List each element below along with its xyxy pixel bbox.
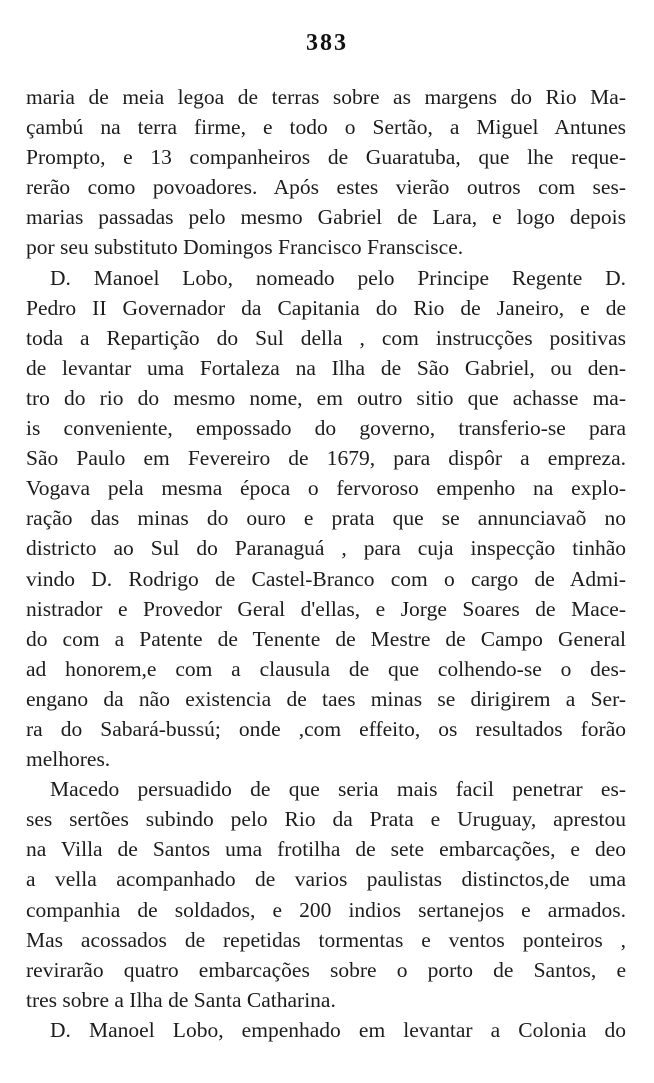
- text-line: is conveniente, empossado do governo, transferio-se para: [26, 416, 626, 441]
- text-line: Mas acossados de repetidas tormentas e ventos ponteiros ,: [26, 927, 626, 952]
- text-line: ad honorem,e com a clausula de que colhendo-se o des-: [26, 656, 626, 681]
- text-line: São Paulo em Fevereiro de 1679, para dispôr a empreza.: [26, 446, 626, 471]
- text-line: revirarão quatro embarcações sobre o porto de Santos, e: [26, 957, 626, 982]
- text-line: ração das minas do ouro e prata que se annunciavaõ no: [26, 506, 626, 531]
- text-line: ra do Sabará-bussú; onde ,com effeito, os resultados forão: [26, 716, 626, 741]
- text-line: a vella acompanhado de varios paulistas distinctos,de uma: [26, 867, 626, 892]
- text-line: ses sertões subindo pelo Rio da Prata e Uruguay, aprestou: [26, 807, 626, 832]
- text-line: çambú na terra firme, e todo o Sertão, a Miguel Antunes: [26, 115, 626, 140]
- text-line: tro do rio do mesmo nome, em outro sitio que achasse ma-: [26, 385, 626, 410]
- text-line: rerão como povoadores. Após estes vierão outros com ses-: [26, 175, 626, 200]
- text-line: engano da não existencia de taes minas se dirigirem a Ser-: [26, 686, 626, 711]
- page-number: 383: [306, 30, 348, 56]
- paragraph-first-line: D. Manoel Lobo, empenhado em levantar a Colonia do: [50, 1017, 626, 1042]
- text-line: de levantar uma Fortaleza na Ilha de São Gabriel, ou den-: [26, 355, 626, 380]
- text-line: vindo D. Rodrigo de Castel-Branco com o cargo de Admi-: [26, 566, 626, 591]
- text-line: marias passadas pelo mesmo Gabriel de Lara, e logo depois: [26, 205, 626, 230]
- text-line: por seu substituto Domingos Francisco Franscisce.: [26, 235, 464, 260]
- paragraph-first-line: D. Manoel Lobo, nomeado pelo Principe Regente D.: [50, 265, 626, 290]
- text-line: nistrador e Provedor Geral d'ellas, e Jorge Soares de Mace-: [26, 596, 626, 621]
- text-line: toda a Repartição do Sul della , com instrucções positivas: [26, 325, 626, 350]
- text-line: companhia de soldados, e 200 indios sertanejos e armados.: [26, 897, 626, 922]
- text-line: Vogava pela mesma época o fervoroso empenho na explo-: [26, 476, 626, 501]
- text-line: maria de meia legoa de terras sobre as margens do Rio Ma-: [26, 85, 626, 109]
- body-text: [26, 82, 626, 1045]
- text-line: tres sobre a Ilha de Santa Catharina.: [26, 987, 336, 1012]
- text-line: na Villa de Santos uma frotilha de sete embarcações, e deo: [26, 837, 626, 862]
- text-line: Pedro II Governador da Capitania do Rio de Janeiro, e de: [26, 295, 626, 320]
- text-line: districto ao Sul do Paranaguá , para cuja inspecção tinhão: [26, 536, 626, 561]
- text-line: do com a Patente de Tenente de Mestre de Campo General: [26, 626, 626, 651]
- text-line: Prompto, e 13 companheiros de Guaratuba, que lhe reque-: [26, 145, 626, 170]
- text-line: melhores.: [26, 747, 111, 772]
- paragraph-first-line: Macedo persuadido de que seria mais facil penetrar es-: [50, 777, 626, 802]
